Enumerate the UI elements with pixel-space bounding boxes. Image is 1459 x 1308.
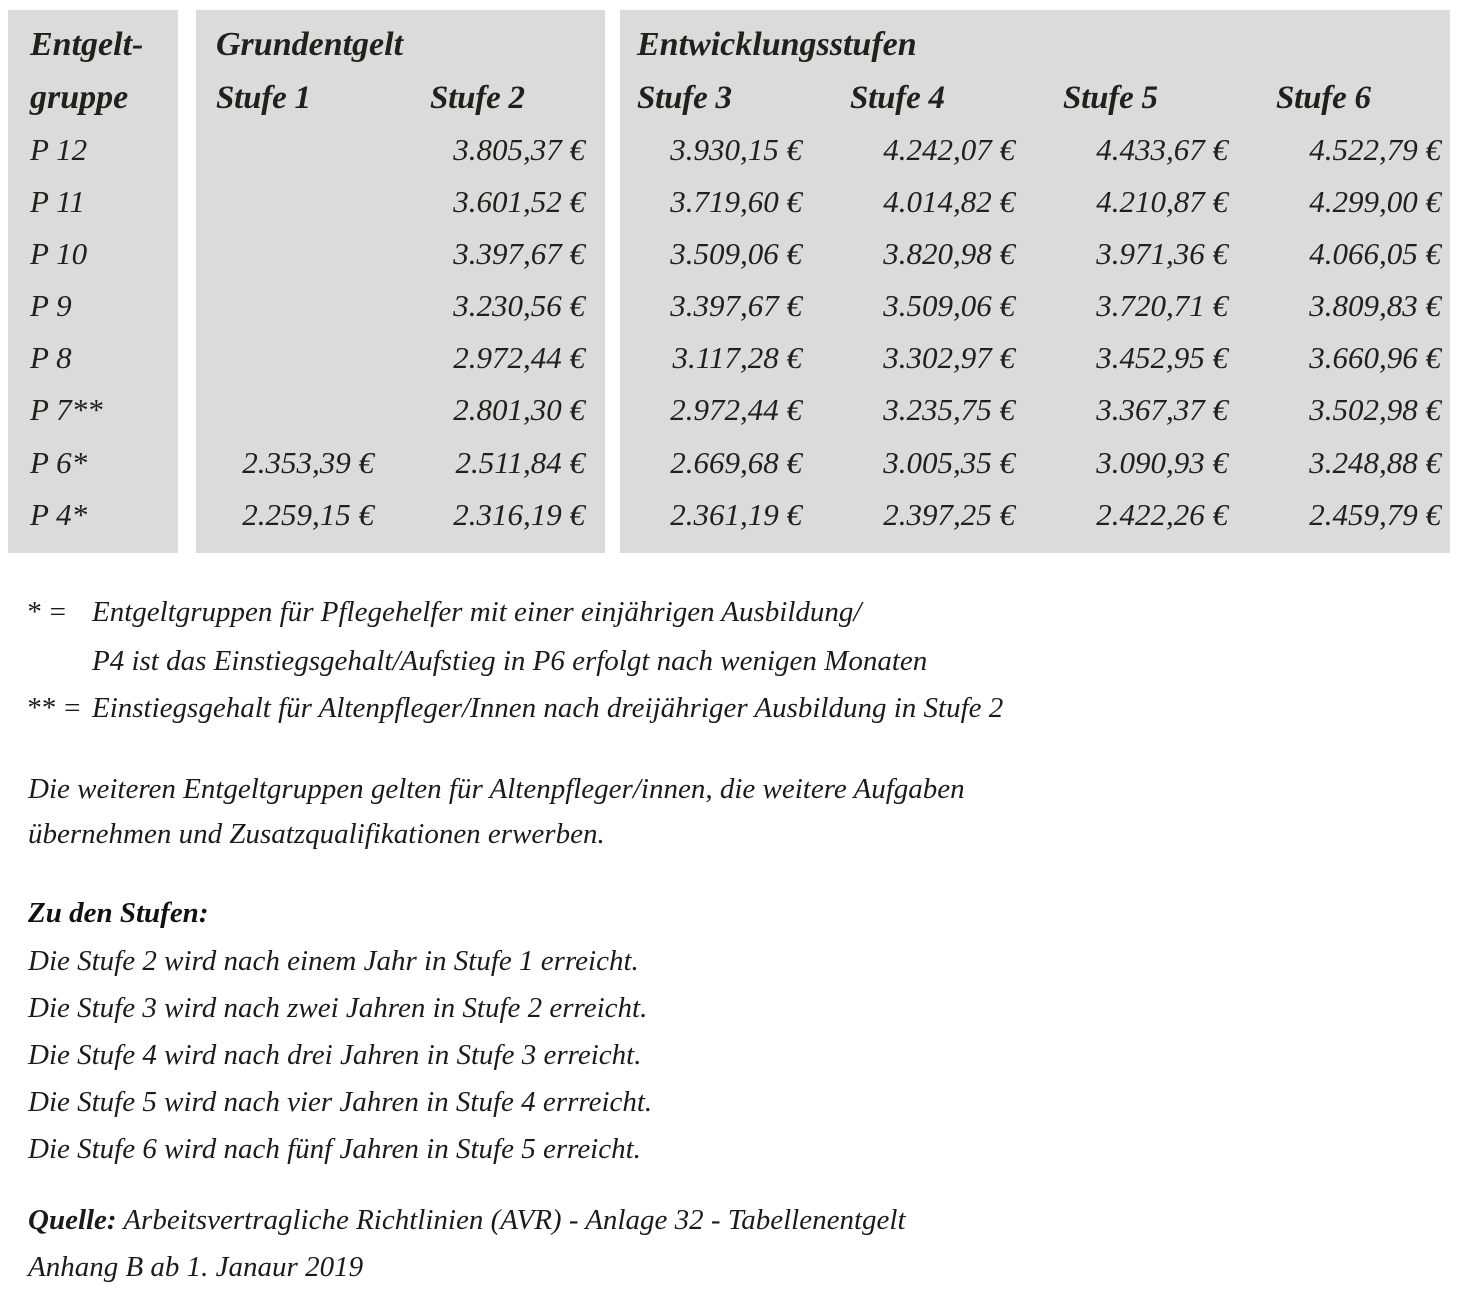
stufen-section-heading: Zu den Stufen: — [28, 897, 209, 929]
table-row-group-label: P 11 — [30, 184, 85, 219]
column-header-stufe-6: Stufe 6 — [1276, 80, 1371, 116]
table-cell-stufe3: 3.930,15 € — [670, 132, 802, 167]
table-cell-stufe2: 2.316,19 € — [453, 497, 585, 532]
table-cell-stufe3: 2.361,19 € — [670, 497, 802, 532]
table-cell-stufe4: 4.242,07 € — [883, 132, 1015, 167]
table-row-group-label: P 4* — [30, 497, 88, 532]
table-cell-stufe4: 2.397,25 € — [883, 497, 1015, 532]
table-cell-stufe3: 3.719,60 € — [670, 184, 802, 219]
table-cell-stufe3: 2.972,44 € — [670, 392, 802, 427]
table-cell-stufe4: 4.014,82 € — [883, 184, 1015, 219]
stufen-rule-line-1: Die Stufe 2 wird nach einem Jahr in Stufe 1 erreicht. — [28, 945, 639, 977]
table-row-group-label: P 10 — [30, 236, 88, 271]
table-cell-stufe2: 3.805,37 € — [453, 132, 585, 167]
column-header-stufe-5: Stufe 5 — [1063, 80, 1158, 116]
table-cell-stufe4: 3.820,98 € — [883, 236, 1015, 271]
table-cell-stufe4: 3.235,75 € — [883, 392, 1015, 427]
table-cell-stufe3: 3.509,06 € — [670, 236, 802, 271]
column-header-stufe-3: Stufe 3 — [637, 80, 732, 116]
source-line2: Anhang B ab 1. Janaur 2019 — [28, 1251, 364, 1283]
table-row-group-label: P 7** — [30, 392, 103, 427]
salary-table — [0, 0, 1459, 565]
table-cell-stufe2: 2.972,44 € — [453, 340, 585, 375]
table-cell-stufe5: 4.433,67 € — [1096, 132, 1228, 167]
table-cell-stufe4: 3.005,35 € — [883, 445, 1015, 480]
intro-paragraph-line2: übernehmen und Zusatzqualifikationen erwerben. — [28, 818, 605, 850]
stufen-rule-line-3: Die Stufe 4 wird nach drei Jahren in Stufe 3 erreicht. — [28, 1039, 642, 1071]
footnote-single-asterisk-line2: P4 ist das Einstiegsgehalt/Aufstieg in P6 erfolgt nach wenigen Monaten — [92, 645, 928, 677]
table-cell-stufe5: 4.210,87 € — [1096, 184, 1228, 219]
table-cell-stufe1: 2.259,15 € — [242, 497, 374, 532]
group-title-entwicklungsstufen: Entwicklungsstufen — [637, 26, 917, 63]
table-row-group-label: P 8 — [30, 340, 72, 375]
intro-paragraph-line1: Die weiteren Entgeltgruppen gelten für Altenpfleger/innen, die weitere Aufgaben — [28, 773, 965, 805]
table-cell-stufe3: 2.669,68 € — [670, 445, 802, 480]
table-cell-stufe2: 3.601,52 € — [453, 184, 585, 219]
table-cell-stufe6: 2.459,79 € — [1309, 497, 1441, 532]
column-header-stufe-2: Stufe 2 — [430, 80, 525, 116]
table-cell-stufe6: 4.522,79 € — [1309, 132, 1441, 167]
table-cell-stufe4: 3.302,97 € — [883, 340, 1015, 375]
table-cell-stufe2: 3.230,56 € — [453, 288, 585, 323]
table-cell-stufe6: 4.066,05 € — [1309, 236, 1441, 271]
source-text: Arbeitsvertragliche Richtlinien (AVR) - Anlage 32 - Tabellenentgelt — [116, 1204, 906, 1236]
table-row-group-label: P 6* — [30, 445, 88, 480]
column-header-stufe-4: Stufe 4 — [850, 80, 945, 116]
table-row-group-label: P 9 — [30, 288, 72, 323]
footnote-single-asterisk-line1: Entgeltgruppen für Pflegehelfer mit einer einjährigen Ausbildung/ — [92, 596, 862, 628]
table-cell-stufe5: 3.090,93 € — [1096, 445, 1228, 480]
table-cell-stufe4: 3.509,06 € — [883, 288, 1015, 323]
table-cell-stufe5: 3.452,95 € — [1096, 340, 1228, 375]
footnote-marker-single-asterisk: * = — [26, 596, 68, 628]
table-cell-stufe2: 2.801,30 € — [453, 392, 585, 427]
footnote-double-asterisk-line1: Einstiegsgehalt für Altenpfleger/Innen nach dreijähriger Ausbildung in Stufe 2 — [92, 692, 1004, 724]
entgeltgruppe-header-line2: gruppe — [30, 79, 129, 116]
stufen-rule-line-5: Die Stufe 6 wird nach fünf Jahren in Stufe 5 erreicht. — [28, 1133, 641, 1165]
source-label: Quelle: — [28, 1204, 117, 1236]
table-cell-stufe6: 3.809,83 € — [1309, 288, 1441, 323]
table-cell-stufe1: 2.353,39 € — [242, 445, 374, 480]
table-row-group-label: P 12 — [30, 132, 88, 167]
entgeltgruppe-header-line1: Entgelt- — [30, 26, 144, 63]
table-cell-stufe2: 3.397,67 € — [453, 236, 585, 271]
group-title-grundentgelt: Grundentgelt — [216, 26, 404, 63]
table-cell-stufe6: 3.660,96 € — [1309, 340, 1441, 375]
table-cell-stufe6: 4.299,00 € — [1309, 184, 1441, 219]
source-line1 — [28, 1206, 906, 1235]
stufen-rule-line-2: Die Stufe 3 wird nach zwei Jahren in Stufe 2 erreicht. — [28, 992, 648, 1024]
column-header-stufe-1: Stufe 1 — [216, 80, 311, 116]
table-cell-stufe6: 3.248,88 € — [1309, 445, 1441, 480]
table-cell-stufe5: 3.367,37 € — [1096, 392, 1228, 427]
table-cell-stufe5: 3.971,36 € — [1096, 236, 1228, 271]
table-cell-stufe2: 2.511,84 € — [455, 445, 585, 480]
stufen-rule-line-4: Die Stufe 5 wird nach vier Jahren in Stufe 4 errreicht. — [28, 1086, 653, 1118]
table-cell-stufe5: 3.720,71 € — [1096, 288, 1228, 323]
table-cell-stufe3: 3.397,67 € — [670, 288, 802, 323]
table-cell-stufe5: 2.422,26 € — [1096, 497, 1228, 532]
table-cell-stufe3: 3.117,28 € — [672, 340, 802, 375]
footnote-marker-double-asterisk: ** = — [26, 692, 82, 724]
table-cell-stufe6: 3.502,98 € — [1309, 392, 1441, 427]
